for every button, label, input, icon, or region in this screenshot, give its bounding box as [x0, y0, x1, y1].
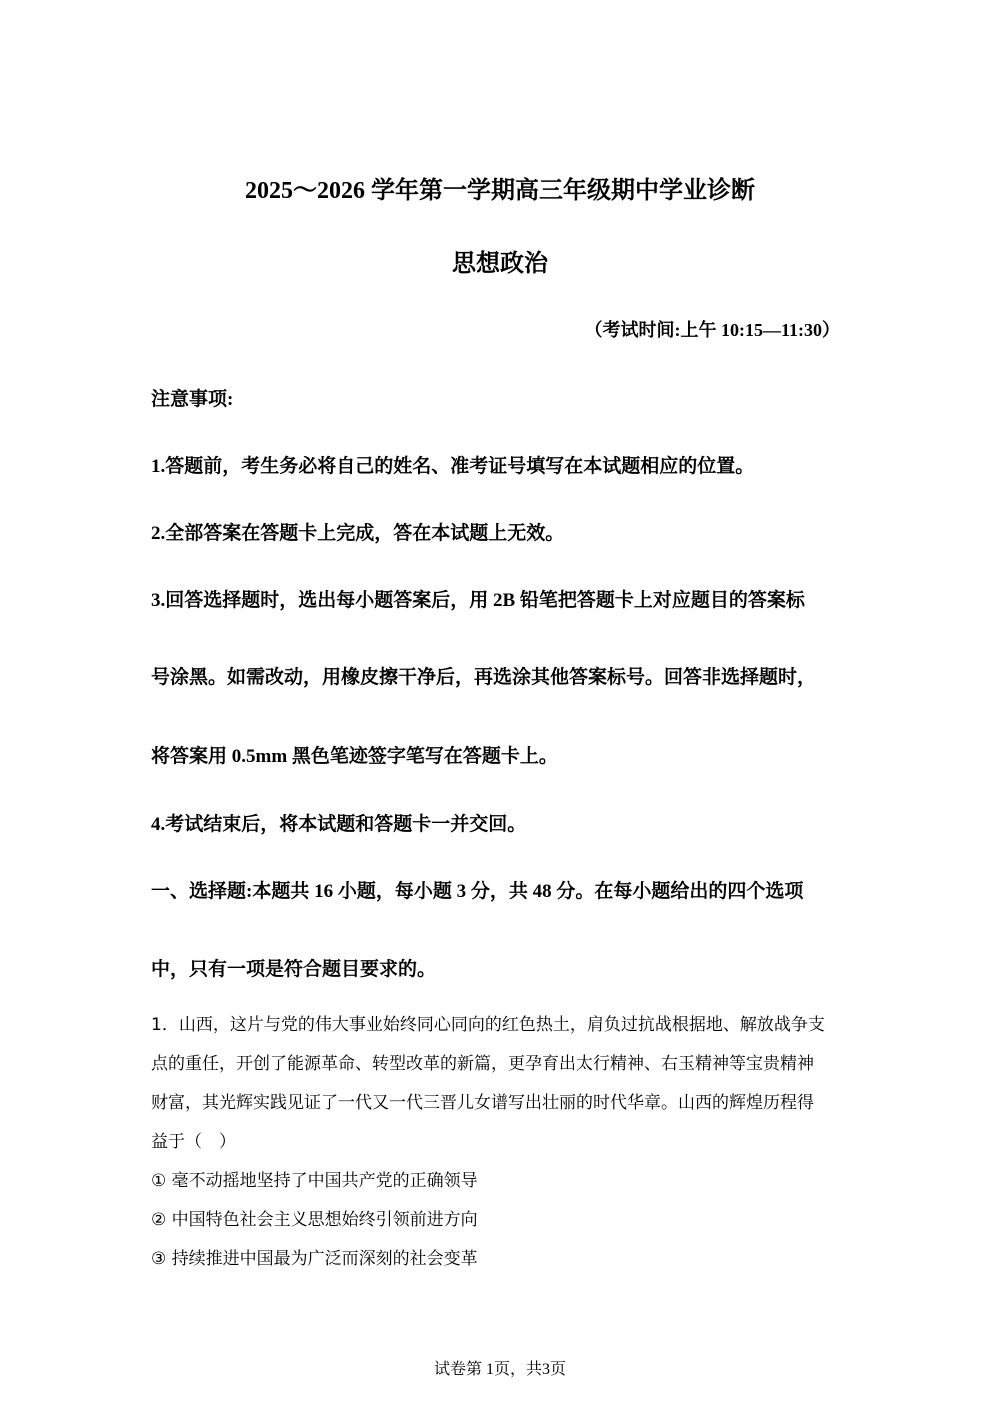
question-option: ② 中国特色社会主义思想始终引领前进方向: [151, 1210, 478, 1230]
question-stem-line: 1．山西，这片与党的伟大事业始终同心同向的红色热土，肩负过抗战根据地、解放战争支: [151, 1015, 825, 1035]
section-heading-line: 一、选择题:本题共 16 小题，每小题 3 分，共 48 分。在每小题给出的四个选项: [151, 881, 804, 902]
page-footer: 试卷第 1页，共3页: [433, 1361, 566, 1378]
question-option: ③ 持续推进中国最为广泛而深刻的社会变革: [151, 1249, 478, 1269]
exam-title: 2025～2026 学年第一学期高三年级期中学业诊断: [245, 178, 755, 204]
notice-item: 2.全部答案在答题卡上完成，答在本试题上无效。: [151, 523, 565, 544]
question-stem-line: 益于（ ）: [151, 1132, 236, 1152]
question-stem-line: 财富，其光辉实践见证了一代又一代三晋儿女谱写出壮丽的时代华章。山西的辉煌历程得: [151, 1093, 814, 1113]
question-stem-line: 点的重任，开创了能源革命、转型改革的新篇，更孕育出太行精神、右玉精神等宝贵精神: [151, 1054, 814, 1074]
notice-item: 3.回答选择题时，选出每小题答案后，用 2B 铅笔把答题卡上对应题目的答案标: [151, 590, 805, 611]
notice-item: 4.考试结束后，将本试题和答题卡一并交回。: [151, 814, 527, 835]
section-heading-line: 中，只有一项是符合题目要求的。: [151, 959, 437, 980]
notice-heading: 注意事项:: [151, 389, 234, 410]
question-option: ① 毫不动摇地坚持了中国共产党的正确领导: [151, 1171, 478, 1191]
notice-item: 将答案用 0.5mm 黑色笔迹签字笔写在答题卡上。: [151, 746, 558, 767]
subject-title: 思想政治: [452, 251, 548, 277]
notice-item: 号涂黑。如需改动，用橡皮擦干净后，再选涂其他答案标号。回答非选择题时，: [151, 667, 817, 688]
exam-time: （考试时间:上午 10:15—11:30）: [584, 320, 840, 340]
notice-item: 1.答题前，考生务必将自己的姓名、准考证号填写在本试题相应的位置。: [151, 456, 755, 477]
